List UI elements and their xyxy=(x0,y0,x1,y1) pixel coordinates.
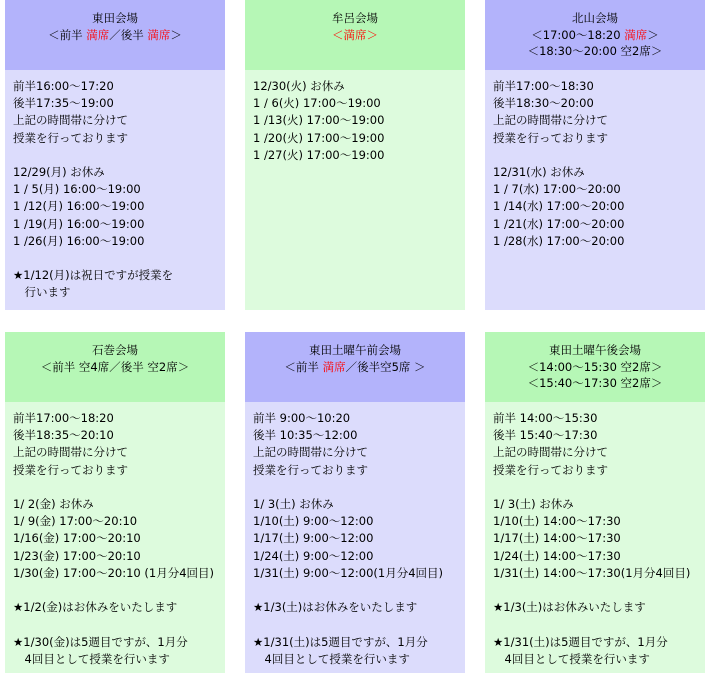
schedule-line xyxy=(253,479,465,496)
schedule-line: 上記の時間帯に分けて xyxy=(13,445,128,460)
schedule-line: ★1/12(月)は祝日ですが授業を xyxy=(13,268,174,283)
schedule-line: 1/24(土) 9:00～12:00 xyxy=(253,548,374,563)
seat-status-second xyxy=(485,43,705,60)
venue-card-higashida-sat-am xyxy=(245,332,465,673)
schedule-line xyxy=(13,582,225,599)
schedule-line: 1 /14(水) 17:00～20:00 xyxy=(493,199,625,214)
schedule-line: 1 /28(水) 17:00～20:00 xyxy=(493,233,625,248)
schedule-line xyxy=(253,616,465,633)
full-badge: 満席 xyxy=(624,27,648,42)
schedule-line: 1/31(土) 9:00～12:00(1月分4回目) xyxy=(253,565,444,580)
schedule-body xyxy=(245,402,465,673)
seat-status xyxy=(485,27,705,44)
schedule-line: 1 /21(水) 17:00～20:00 xyxy=(493,216,625,231)
schedule-line: 後半 15:40～17:30 xyxy=(493,428,598,443)
schedule-line: 1 /19(月) 16:00～19:00 xyxy=(13,216,145,231)
schedule-body xyxy=(5,70,225,310)
schedule-line: 上記の時間帯に分けて xyxy=(493,445,608,460)
schedule-line: ★1/30(金)は5週目ですが、1月分 xyxy=(13,634,188,649)
schedule-line: 1/ 2(金) お休み xyxy=(13,497,94,511)
status-text: ＜14:00～15:30 空2席＞ xyxy=(527,359,663,374)
schedule-line xyxy=(13,479,225,496)
schedule-line: 前半 14:00～15:30 xyxy=(493,411,598,425)
schedule-line xyxy=(493,147,705,164)
schedule-line: 1/23(金) 17:00～20:10 xyxy=(13,548,141,563)
schedule-line: 前半 9:00～10:20 xyxy=(253,411,351,425)
schedule-line: 1 / 7(水) 17:00～20:00 xyxy=(493,182,621,197)
schedule-line: 上記の時間帯に分けて xyxy=(493,113,608,128)
schedule-line: 4回目として授業を行います xyxy=(13,651,170,666)
schedule-line: 後半 10:35～12:00 xyxy=(253,428,358,443)
venue-header xyxy=(245,332,465,402)
venue-title: 石巻会場 xyxy=(92,343,138,357)
schedule-line: 後半18:30～20:00 xyxy=(493,96,594,111)
schedule-line: 4回目として授業を行います xyxy=(493,651,650,666)
schedule-line: ★1/31(土)は5週目ですが、1月分 xyxy=(493,634,668,649)
venue-header xyxy=(245,0,465,70)
status-text: ／後半 xyxy=(109,27,148,42)
schedule-line: 1/16(金) 17:00～20:10 xyxy=(13,531,141,546)
schedule-line: 1/10(土) 9:00～12:00 xyxy=(253,514,374,529)
schedule-line: 12/30(火) お休み xyxy=(253,79,345,93)
schedule-body xyxy=(245,70,465,310)
venue-header xyxy=(485,332,705,402)
status-text: ＜15:40～17:30 空2席＞ xyxy=(527,376,663,390)
seat-status-second xyxy=(485,375,705,392)
venue-header xyxy=(5,0,225,70)
venue-header xyxy=(5,332,225,402)
schedule-line: 授業を行っております xyxy=(493,462,608,477)
venue-title: 東田土曜午前会場 xyxy=(309,343,401,357)
seat-status xyxy=(5,359,225,376)
venue-card-kitayama xyxy=(485,0,705,310)
schedule-line: 後半17:35～19:00 xyxy=(13,96,114,111)
schedule-line xyxy=(13,616,225,633)
schedule-line: 授業を行っております xyxy=(13,462,128,477)
schedule-line: 1 /12(月) 16:00～19:00 xyxy=(13,199,145,214)
schedule-line: 授業を行っております xyxy=(253,462,368,477)
venue-card-higashida-sat-pm xyxy=(485,332,705,673)
schedule-line xyxy=(493,479,705,496)
seat-status xyxy=(5,27,225,44)
seat-status xyxy=(245,359,465,376)
schedule-line: 前半17:00～18:30 xyxy=(493,79,594,93)
schedule-line: 行います xyxy=(13,285,71,300)
schedule-line: 授業を行っております xyxy=(13,130,128,145)
schedule-line: 12/31(水) お休み xyxy=(493,165,585,179)
schedule-line: 1 / 6(火) 17:00～19:00 xyxy=(253,96,381,111)
status-text: ／後半空5席 ＞ xyxy=(345,359,426,374)
full-badge: ＜満席＞ xyxy=(332,27,378,42)
venue-card-muro xyxy=(245,0,465,310)
venue-header xyxy=(485,0,705,70)
schedule-line: ★1/2(金)はお休みをいたします xyxy=(13,600,178,615)
schedule-line: 1/31(土) 14:00～17:30(1月分4回目) xyxy=(493,565,691,580)
schedule-line: 1/30(金) 17:00～20:10 (1月分4回目) xyxy=(13,565,214,580)
schedule-line: 上記の時間帯に分けて xyxy=(253,445,368,460)
full-badge: 満席 xyxy=(147,27,171,42)
venue-title: 東田会場 xyxy=(92,11,138,25)
status-text: ＞ xyxy=(647,27,659,42)
schedule-line: 後半18:35～20:10 xyxy=(13,428,114,443)
status-text: ＜前半 空4席／後半 空2席＞ xyxy=(40,359,190,374)
seat-status xyxy=(485,359,705,376)
schedule-line xyxy=(493,582,705,599)
full-badge: 満席 xyxy=(86,27,110,42)
schedule-body xyxy=(5,402,225,673)
full-badge: 満席 xyxy=(322,359,346,374)
schedule-line: 前半17:00～18:20 xyxy=(13,411,114,425)
schedule-line: 1 /26(月) 16:00～19:00 xyxy=(13,233,145,248)
schedule-line: 1/ 3(土) お休み xyxy=(493,497,574,511)
schedule-line: ★1/3(土)はお休みをいたします xyxy=(253,600,418,615)
schedule-body xyxy=(485,70,705,310)
schedule-line: 1 / 5(月) 16:00～19:00 xyxy=(13,182,141,197)
schedule-line xyxy=(253,582,465,599)
schedule-line: 1/ 9(金) 17:00～20:10 xyxy=(13,514,138,529)
schedule-line: 1 /20(火) 17:00～19:00 xyxy=(253,130,385,145)
schedule-line xyxy=(493,616,705,633)
status-text: ＜17:00～18:20 xyxy=(531,27,625,42)
venue-title: 北山会場 xyxy=(572,11,618,25)
schedule-line: ★1/3(土)はお休みいたします xyxy=(493,600,646,615)
venue-title: 東田土曜午後会場 xyxy=(549,343,641,357)
schedule-line: 1/24(土) 14:00～17:30 xyxy=(493,548,621,563)
schedule-line: 前半16:00～17:20 xyxy=(13,79,114,93)
schedule-line: 12/29(月) お休み xyxy=(13,165,105,179)
venue-card-ishimaki xyxy=(5,332,225,673)
status-text: ＞ xyxy=(170,27,182,42)
schedule-line xyxy=(13,250,225,267)
seat-status xyxy=(245,27,465,44)
schedule-body xyxy=(485,402,705,673)
schedule-line: 1/10(土) 14:00～17:30 xyxy=(493,514,621,529)
schedule-line: 4回目として授業を行います xyxy=(253,651,410,666)
schedule-line: 1/17(土) 9:00～12:00 xyxy=(253,531,374,546)
status-text: ＜18:30～20:00 空2席＞ xyxy=(527,44,663,58)
status-text: ＜前半 xyxy=(48,27,87,42)
status-text: ＜前半 xyxy=(284,359,323,374)
schedule-line: ★1/31(土)は5週目ですが、1月分 xyxy=(253,634,428,649)
schedule-line: 授業を行っております xyxy=(493,130,608,145)
schedule-line: 1/ 3(土) お休み xyxy=(253,497,334,511)
schedule-line: 1 /27(火) 17:00～19:00 xyxy=(253,147,385,162)
schedule-line xyxy=(13,147,225,164)
venue-title: 牟呂会場 xyxy=(332,11,378,25)
schedule-line: 上記の時間帯に分けて xyxy=(13,113,128,128)
schedule-line: 1 /13(火) 17:00～19:00 xyxy=(253,113,385,128)
venue-card-higashida xyxy=(5,0,225,310)
schedule-line: 1/17(土) 14:00～17:30 xyxy=(493,531,621,546)
